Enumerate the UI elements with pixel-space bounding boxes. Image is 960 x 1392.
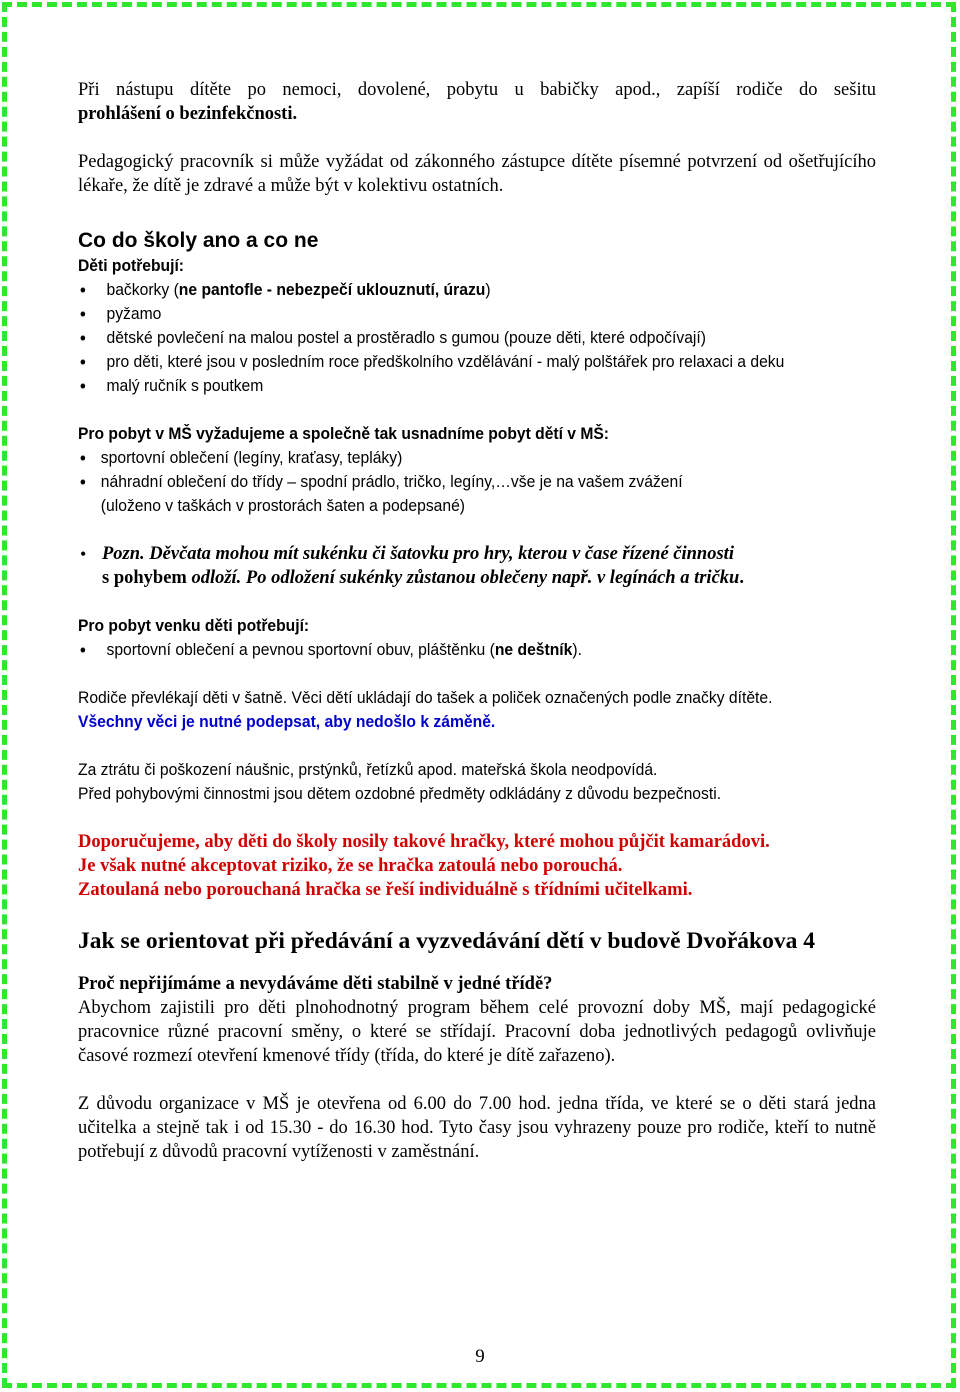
list-item: • dětské povlečení na malou postel a prostěradlo s gumou (pouze děti, které odpočívají) [78,326,836,350]
paragraph-return: Při nástupu dítěte po nemoci, dovolené, pobytu u babičky apod., zapíší rodiče do sešitu [78,80,876,100]
heading-orientation: Jak se orientovat při předávání a vyzvedávání dětí v budově Dvořákova 4 [78,928,816,954]
list-item: • náhradní oblečení do třídy – spodní prádlo, tričko, legíny,…vše je na vašem zvážení (uloženo v taškách v prostorách šaten a podepsané) [78,470,836,518]
paragraph-why: Abychom zajistili pro děti plnohodnotný program během celé provozní doby MŠ, mají pedagogické pracovnice různé pracovní směny, o které se střídají. Pracovní doba jednotlivých pedagogů ovlivňuje časové rozmezí otevření kmenové třídy (třída, do které je dítě zařazeno). [78,998,876,1066]
paragraph-change: Rodiče převlékají děti v šatně. Věci dětí ukládají do tašek a poliček označených podle značky dítěte. [78,689,773,707]
paragraph-safety: Před pohybovými činnostmi jsou dětem ozdobné předměty odkládány z důvodu bezpečnosti. [78,785,722,803]
outdoor-list [78,638,836,662]
paragraph-sign: Všechny věci je nutné podepsat, aby nedošlo k záměně. [78,713,496,731]
heading-why: Proč nepřijímáme a nevydáváme děti stabilně v jedné třídě? [78,974,553,994]
list-item: • pyžamo [78,302,836,326]
note-item: • Pozn. Děvčata mohou mít sukénku či šatovku pro hry, kterou v čase řízené činnosti s pohybem odloží. Po odložení sukénky zůstanou oblečeny např. v legínách a tričku. [78,542,876,590]
heading-school: Co do školy ano a co ne [78,229,319,252]
heading-outdoor: Pro pobyt venku děti potřebují: [78,616,310,635]
list-item: • bačkorky (ne pantofle - nebezpečí uklouznutí, úrazu) [78,278,836,302]
page-number: 9 [475,1346,485,1367]
need-list [78,278,836,398]
warning-toys-2: Je však nutné akceptovat riziko, že se hračka zatoulá nebo porouchá. [78,856,623,876]
warning-toys-1: Doporučujeme, aby děti do školy nosily takové hračky, které mohou půjčit kamarádovi. [78,832,770,852]
heading-need: Děti potřebují: [78,256,185,275]
paragraph-organization: Z důvodu organizace v MŠ je otevřena od 6.00 do 7.00 hod. jedna třída, ve které se o děti stará jedna učitelka a stejně tak i od 15.30 - do 16.30 hod. Tyto časy jsou vyhrazeny pouze pro rodiče, kteří to nutně potřebují z důvodů pracovní vytíženosti v zaměstnání. [78,1094,876,1162]
list-item: • malý ručník s poutkem [78,374,836,398]
paragraph-return-bold: prohlášení o bezinfekčnosti. [78,104,298,124]
stay-list [78,446,836,518]
heading-stay: Pro pobyt v MŠ vyžadujeme a společně tak usnadníme pobyt dětí v MŠ: [78,424,610,443]
document-body [78,78,876,1164]
warning-toys-3: Zatoulaná nebo porouchaná hračka se řeší individuálně s třídními učitelkami. [78,880,693,900]
note-list [78,542,876,590]
paragraph-doctor: Pedagogický pracovník si může vyžádat od zákonného zástupce dítěte písemné potvrzení od ošetřujícího lékaře, že dítě je zdravé a může být v kolektivu ostatních. [78,152,876,196]
paragraph-loss: Za ztrátu či poškození náušnic, prstýnků, řetízků apod. mateřská škola neodpovídá. [78,761,658,779]
list-item: • pro děti, které jsou v posledním roce předškolního vzdělávání - malý polštářek pro relaxaci a deku [78,350,836,374]
list-item: • sportovní oblečení (legíny, kraťasy, tepláky) [78,446,836,470]
list-item: • sportovní oblečení a pevnou sportovní obuv, pláštěnku (ne deštník). [78,638,836,662]
